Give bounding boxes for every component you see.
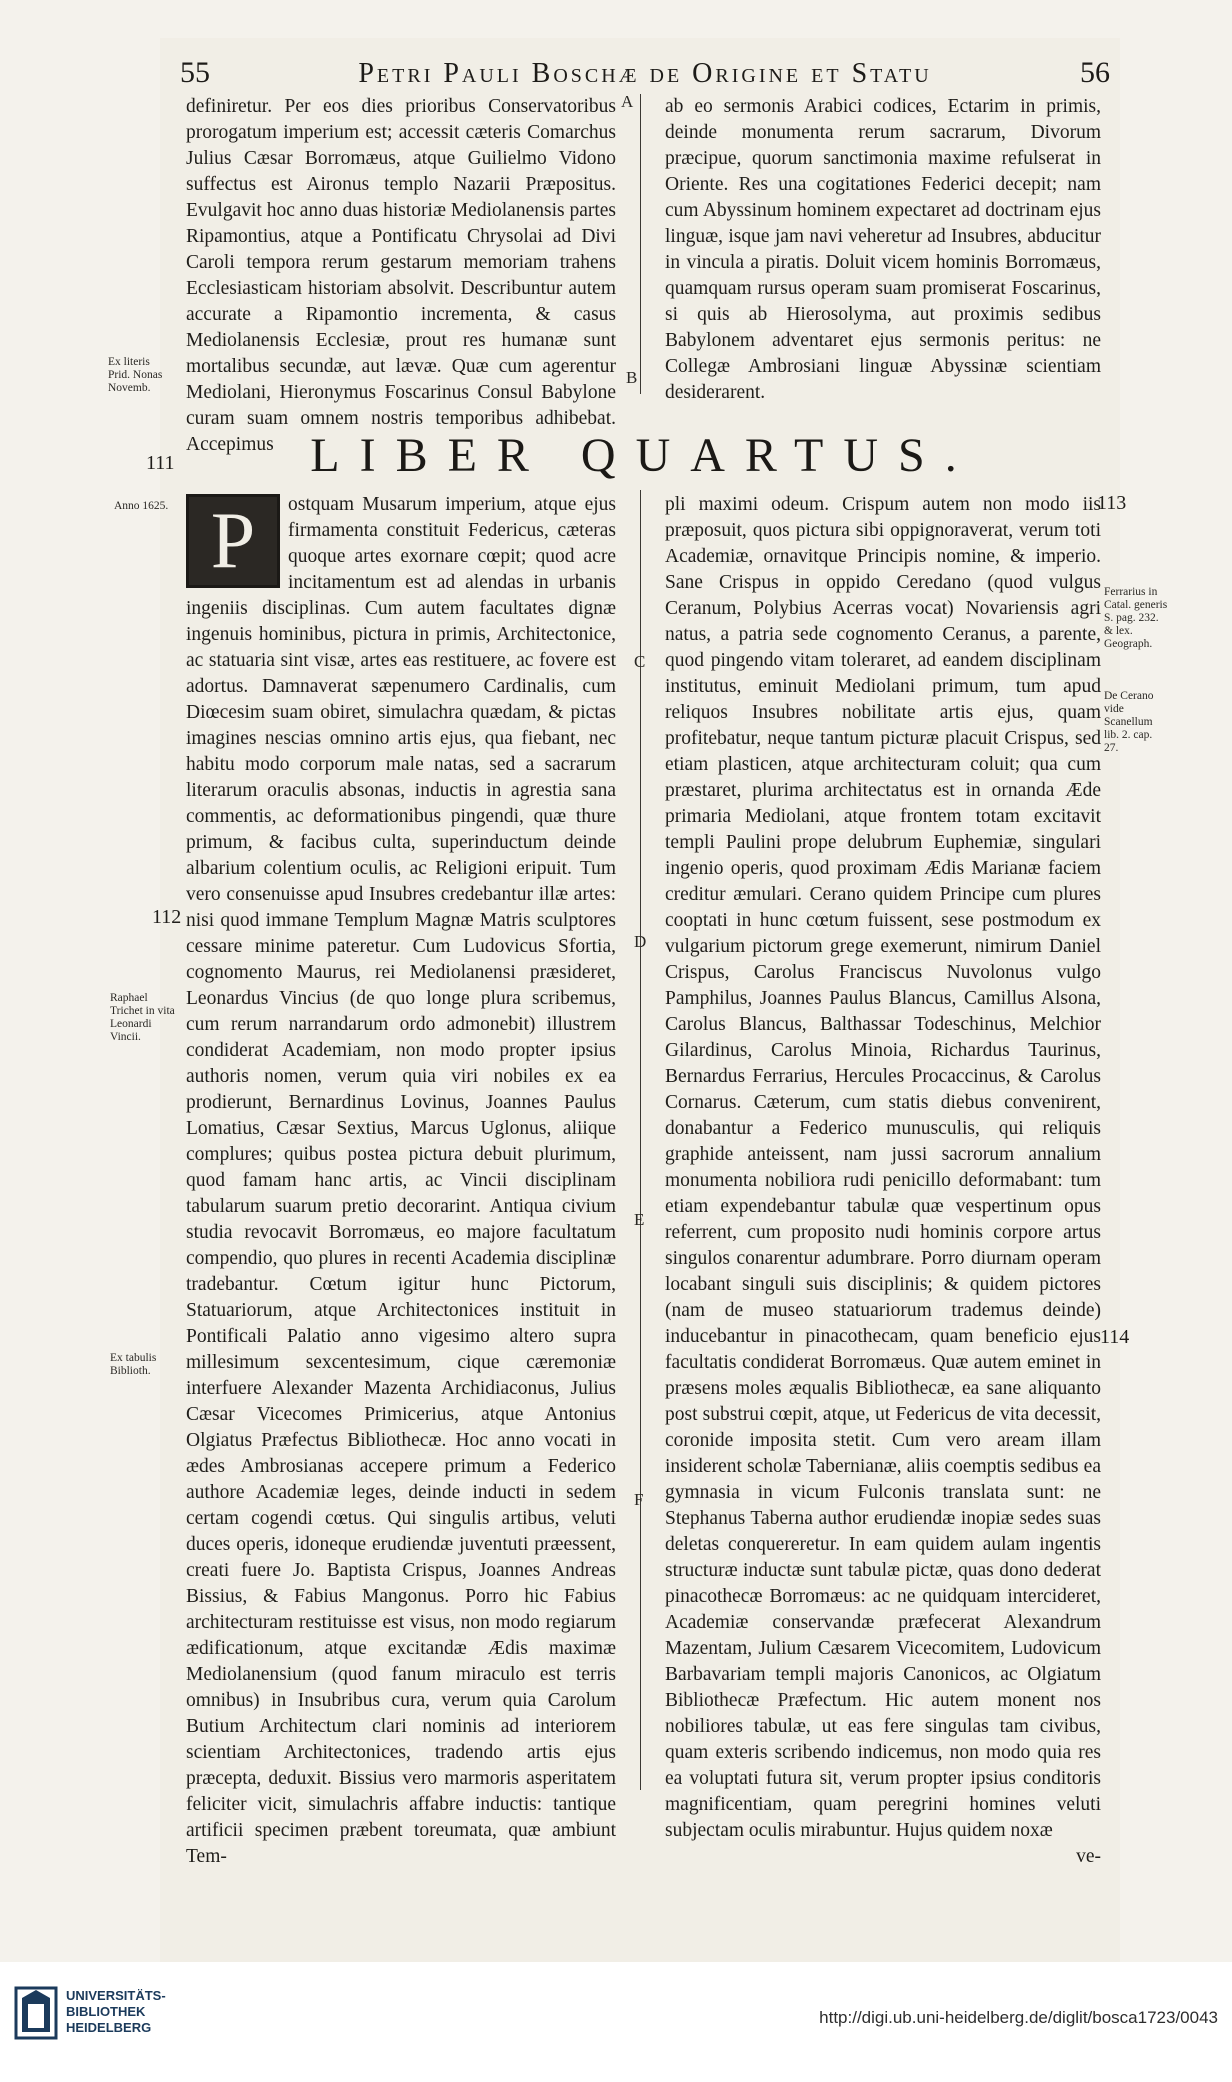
column-marker-d: D [634,932,647,951]
top-left-column [186,94,616,458]
right-page-number: 56 [1080,56,1110,89]
margin-note-ceranus: De Cerano vide Scanellum lib. 2. cap. 27. [1104,690,1154,754]
margin-note-raphael: Raphael Trichet in vita Leonardi Vincii. [110,992,175,1043]
catchword: ve- [1076,1846,1101,1867]
margin-number-114: 114 [1100,1326,1130,1348]
main-left-column [186,492,616,1870]
margin-note-anno: Anno 1625. [114,500,169,512]
main-left-paragraph: ostquam Musarum imperium, atque ejus firmamenta constituit Federicus, cæteras quoque artes exornare cœpit; quod acre incitamentum est ad alendas in urbanis ingeniis disciplinas. Cum autem facultates dignæ ingenuis hominibus, pictura in primis, Architectonice, ac statuaria sint visæ, artes eas restituere, ac fovere est adortus. Damnaverat sæpenumero Cardinalis, cum Diœcesim suam obiret, simulachra quædam, & pictas imagines nescias omnino artis ejus, qua fiebant, nec habitu modo corporum male natas, sed a sacrarum literarum oraculis absonas, inductis in agrestia sana commentis, ac deformationibus pingendi, quæ thure primum, & facibus culta, superinductum deinde albarium colentium oculis, ac Religioni eripuit. Tum vero consenuisse apud Insubres credebantur illæ artes: nisi quod immane Templum Magnæ Matris sculptores cessare minime pateretur. Cum Ludovicus Sfortia, cognomento Maurus, rei Mediolanensi præsideret, Leonardus Vincius (de quo longe plura scribemus, cum rerum narrandarum ordo admonebit) illustrem condiderat Academiam, non modo propter ipsius authoris nomen, verum quia viri nobiles ex ea prodierunt, Bernardinus Lovinus, Joannes Paulus Lomatius, Cæsar Sextius, Marcus Uglonus, aliique complures; quibus postea pictura debuit plurimum, quod famam hanc artis, ac Vincii disciplinam tabularum suarum pretio decorarint. Antiqua civium studia revocavit Borromæus, eo majore facultatum compendio, quo plures in recenti Academia disciplinæ tradebantur. Cœtum igitur hunc Pictorum, Statuariorum, atque Architectonices instituit in Pontificali Palatio anno vigesimo altero supra millesimum sexcentesimum, cique cæremoniæ interfuere Alexander Mazenta Archidiaconus, Julius Cæsar Vicecomes Primicerius, atque Antonius Olgiatus Præfectus Bibliothecæ. Hoc anno vocati in ædes Ambrosianas accepere primum a Federico authore Academiæ leges, deinde inducti in sedem certam cogendi cœtus. Qui singulis artibus, veluti duces operis, idoneque erudiendæ juventuti præessent, creati fuere Jo. Baptista Crispus, Joannes Andreas Bissius, & Fabius Mangonus. Porro hic Fabius architecturam restituisse est visus, non modo regiarum ædificationum, atque excitandæ Ædis maximæ Mediolanensium (quod fanum miraculo est terris omnibus) in Insubribus cura, verum quia Carolum Butium Architectum clari nominis ad interiorem scientiam Architectonices, tradendo artis ejus præcepta, deduxit. Bissius vero marmoris asperitatem feliciter vicit, simulachris affabre inductis: tantique artificii specimen præbent toreumata, quæ ambiunt Tem- [186,494,616,1867]
drop-cap: P [186,494,280,588]
top-left-paragraph: definiretur. Per eos dies prioribus Conservatoribus prorogatum imperium est; accessit cæteris Comarchus Julius Cæsar Borromæus, atque Guilielmo Vidono suffectus est Aironus templo Nazarii Præpositus. Evulgavit hoc anno duas historiæ Mediolanensis partes Ripamontius, atque a Pontificatu Chrysolai ad Divi Caroli tempora rerum gestarum memoriam trahens Ecclesiasticam historiam absolvit. Describuntur autem accurate a Ripamontio incrementa, & casus Mediolanensis Ecclesiæ, prout res humanæ sunt mortalibus secundæ, aut lævæ. Quæ cum agerentur Mediolani, Hieronymus Foscarinus Consul Babylone curam suam omnem nostris temporibus adhibebat. Accepimus [186,96,617,455]
column-divider-main [640,490,641,1790]
top-right-column [665,94,1101,406]
margin-note-ex-literis: Ex literis Prid. Nonas Novemb. [108,356,163,394]
margin-number-111: 111 [146,452,175,474]
column-marker-f: F [634,1490,644,1509]
column-marker-b: B [626,368,638,387]
main-right-column [665,492,1101,1870]
margin-number-112: 112 [152,906,182,928]
column-marker-a: A [621,92,634,111]
book-heading: LIBER QUARTUS. [310,429,977,482]
margin-number-113: 113 [1097,492,1127,514]
source-url-link[interactable]: http://digi.ub.uni-heidelberg.de/diglit/bosca1723/0043 [819,2008,1218,2027]
main-right-paragraph: pli maximi odeum. Crispum autem non modo iis præposuit, quos pictura sibi oppignoraverat, verum toti Academiæ, ornavitque Principis nomine, & imperio. Sane Crispus in oppido Ceredano (quod vulgus Ceranum, Polybius Acerras vocat) Novariensis agri natus, a patria sede cognomento Ceranus, a parente, quod pingendo vitam toleraret, ad eandem disciplinam institutus, eminuit Mediolani primum, tum apud reliquos Insubres nobilitate artis ejus, quam profitebatur, neque tantum picturæ placuit Crispus, sed etiam plasticen, atque architecturam coluit; qua cum præstaret, plurima architectatus est in ornanda Æde primaria Mediolani, atque frontem totam excitavit templi Paulini prope delubrum Euphemiæ, singulari ingenio operis, quod proximam Ædis Marianæ faciem creditur æmulari. Cerano quidem Principe cum plures cooptati in hunc cœtum fuissent, sese postmodum ex vulgarium pictorum grege exemerunt, nimirum Daniel Crispus, Carolus Franciscus Nuvolonus vulgo Pamphilus, Joannes Paulus Blancus, Camillus Alsona, Carolus Blancus, Balthassar Todeschinus, Melchior Gilardinus, Carolus Minoia, Richardus Taurinus, Bernardus Ferrarius, Hercules Procaccinus, & Carolus Cornarus. Cæterum, cum statis diebus convenirent, donabantur a Federico munusculis, qui reliquis graphide anteissent, nam jussi sacrorum annalium monumenta nobiliora rudi penicillo deformabant: tum etiam expendebantur tabulæ quæ vespertinum opus referrent, cum proposito nudi hominis corpore artus singulos conarentur adumbrare. Porro diurnam operam locabant singuli suis disciplinis; & quidem pictores (nam de museo statuariorum trademus deinde) inducebantur in pinacothecam, quam beneficio ejus facultatis condiderat Borromæus. Quæ autem eminet in præsens moles æqualis Bibliothecæ, ea sane aliquanto post substrui cœpit, atque, ut Federicus de vita decessit, coronide imposita stetit. Cum vero aream illam insiderent scholæ Tabernianæ, aliis coemptis sedibus ea gymnasia in vicum Fulconis translata sunt: ne Stephanus Taberna author erudiendæ inopiæ sedes suas deletas conquereretur. In eam quidem aulam ingentis structuræ inductæ sunt tabulæ pictæ, quas dono dederat pinacothecæ Borromæus: ac ne quidquam intercideret, Academiæ conservandæ præfecerat Alexandrum Mazentam, Julium Cæsarem Vicecomitem, Ludovicum Barbavariam templi majoris Canonicos, ac Olgiatum Bibliothecæ Præfectum. Hic autem monent nos nobiliores tabulæ, ut eas fere singulas tam civibus, quam exteris scribendo indicemus, non modo quia res ea voluptati futura sit, verum propter ipsius conditoris magnificentiam, quam peregrini homines veluti subjectam oculis mirabuntur. Hujus quidem noxæ [665,494,1101,1841]
margin-note-ferrarius: Ferrarius in Catal. generis S. pag. 232. & lex. Geograph. [1104,586,1168,650]
left-page-number: 55 [180,56,210,89]
running-title: Petri Pauli Boschæ de Origine et Statu [358,58,932,89]
margin-note-ex-tabulis: Ex tabulis Biblioth. [110,1352,157,1377]
column-marker-c: C [634,652,646,671]
column-marker-e: E [634,1210,645,1229]
library-name: UNIVERSITÄTS- BIBLIOTHEK HEIDELBERG [66,1988,166,2035]
column-divider-top [640,94,641,394]
top-right-paragraph: ab eo sermonis Arabici codices, Ectarim in primis, deinde monumenta rerum sacrarum, Divorum præcipue, quorum sanctimonia maxime refulserat in Oriente. Res una cogitationes Federici decepit; nam cum Abyssinum hominem expectaret ad doctrinam ejus linguæ, isque jam navi veheretur ad Insubres, abducitur in vincula a piratis. Doluit vicem hominis Borromæus, quamquam rursus operam suam promiserat Foscarinus, si quis ab Hierosolyma, aut proximis sedibus Babylonem adventaret ejus sermonis peritus: ne Collegæ Ambrosiani linguæ Abyssinæ scientiam desiderarent. [665,96,1101,403]
running-head [180,56,1110,96]
university-library-logo-icon [14,1982,58,2042]
